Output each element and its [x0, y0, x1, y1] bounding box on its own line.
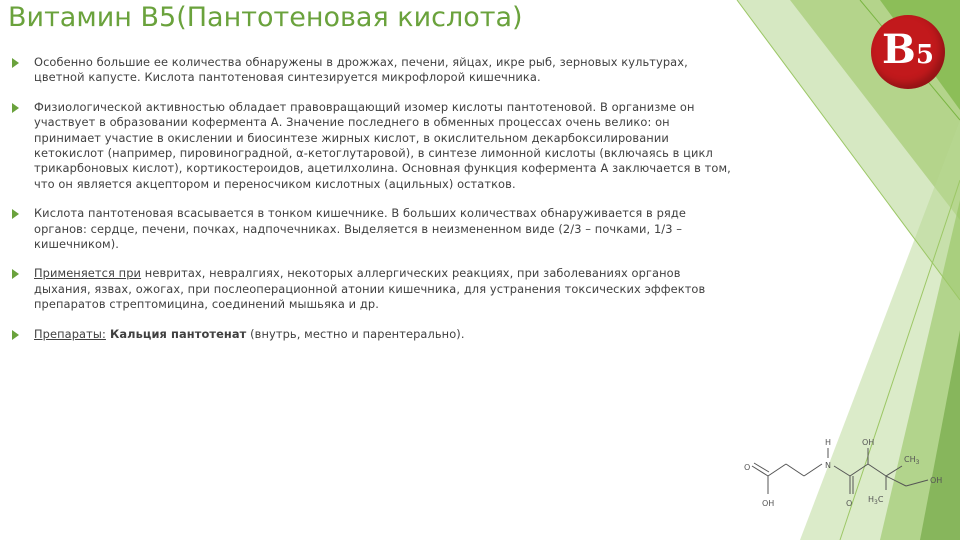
- bullet-item: [12, 100, 737, 192]
- bullet-arrow-icon: [12, 209, 19, 219]
- atom-h: H: [825, 438, 832, 447]
- pantothenic-acid-structure: [738, 430, 953, 515]
- bullet-text: невритах, невралгиях, некоторых аллергических реакциях, при заболеваниях органов дыхания, язвах, ожогах, при послеоперационной атонии кишечника, для устранения токсических эффектов препаратов стрептомицина, соединений мышьяка и др.: [34, 266, 706, 312]
- bullet-arrow-icon: [12, 58, 19, 68]
- slide-title: Витамин В5(Пантотеновая кислота): [8, 2, 523, 33]
- bullet-item: [12, 327, 737, 342]
- atom-oh: OH: [762, 499, 775, 508]
- vitamin-b5-logo: [871, 15, 945, 89]
- structure-bonds: [752, 448, 928, 494]
- bullet-text: Физиологической активностью обладает правовращающий изомер кислоты пантотеновой. В организме он участвует в образовании кофермента А. Значение последнего в обменных процессах очень велико: он принимает участие в окислении и биосинтезе жирных кислот, в окислительном декарбоксилировании кетокислот (например, пировиноградной, α-кетоглутаровой), в синтезе лимонной кислоты (включаясь в цикл трикарбоновых кислот), кортикостероидов, ацетилхолина. Основная функция кофермента А заключается в том, что он является акцептором и переносчиком кислотных (ацильных) остатков.: [34, 99, 731, 191]
- methyl-group: $CH_3$: [904, 455, 920, 466]
- atom-n: N: [825, 461, 831, 470]
- bullet-list: [12, 55, 737, 356]
- atom-oh: OH: [862, 438, 875, 447]
- badge-label: B5: [882, 26, 934, 73]
- bullet-arrow-icon: [12, 103, 19, 113]
- atom-o: O: [846, 499, 853, 508]
- bullet-item: [12, 206, 737, 252]
- bullet-underlined-text: Применяется при: [34, 266, 142, 281]
- bullet-arrow-icon: [12, 330, 19, 340]
- atom-o: O: [744, 463, 751, 472]
- drug-name: Кальция пантотенат: [105, 326, 247, 341]
- bullet-text: Особенно большие ее количества обнаружены в дрожжах, печени, яйцах, икре рыб, зерновых культурах, цветной капусте. Кислота пантотеновая синтезируется микрофлорой кишечника.: [34, 55, 688, 85]
- methyl-group: $H_3C$: [868, 495, 884, 506]
- bullet-underlined-text: Препараты:: [34, 326, 106, 341]
- bullet-text: Кислота пантотеновая всасывается в тонком кишечнике. В больших количествах обнаруживается в ряде органов: сердце, печени, почках, надпочечниках. Выделяется в неизмененном виде (2/3 – почками, 1/3 – кишечником).: [34, 206, 686, 252]
- bullet-item: [12, 55, 737, 86]
- atom-oh: OH: [930, 476, 943, 485]
- bullet-text: (внутрь, местно и парентерально).: [246, 326, 465, 341]
- bullet-item: [12, 266, 737, 312]
- bullet-arrow-icon: [12, 269, 19, 279]
